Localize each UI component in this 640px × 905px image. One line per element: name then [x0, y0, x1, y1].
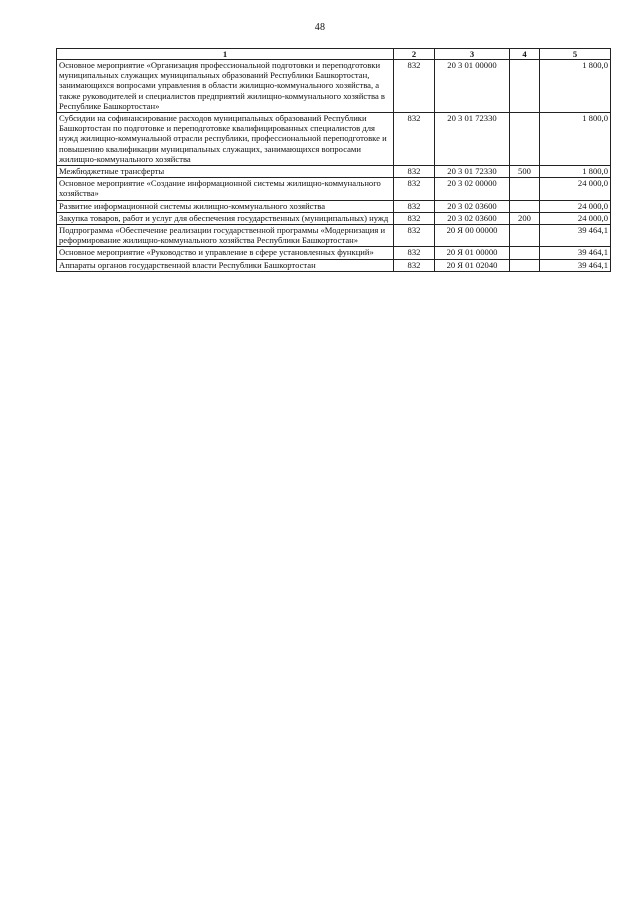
row-vr — [510, 60, 540, 113]
table-row — [57, 166, 611, 178]
column-header-1: 1 — [57, 49, 394, 60]
row-csr: 20 Я 01 00000 — [435, 247, 510, 259]
row-name: Основное мероприятие «Руководство и управление в сфере установленных функций» — [57, 247, 394, 259]
row-sum: 39 464,1 — [540, 225, 611, 247]
row-vr — [510, 178, 540, 200]
table-row — [57, 60, 611, 113]
table-row — [57, 113, 611, 166]
row-csr: 20 3 02 00000 — [435, 178, 510, 200]
row-name: Основное мероприятие «Организация профессиональной подготовки и переподготовки муниципальных служащих муниципальных образований Республики Башкортостан, занимающихся вопросами управления в области жилищно-коммунального хозяйства, а также руководителей и специалистов предприятий жилищно-коммунального хозяйства в Республике Башкортостан» — [57, 60, 394, 113]
row-vr — [510, 247, 540, 259]
row-vr — [510, 200, 540, 212]
row-vr: 200 — [510, 212, 540, 224]
table-row — [57, 178, 611, 200]
row-ved: 832 — [394, 166, 435, 178]
row-name: Межбюджетные трансферты — [57, 166, 394, 178]
row-sum: 24 000,0 — [540, 178, 611, 200]
row-sum: 24 000,0 — [540, 212, 611, 224]
table-row — [57, 200, 611, 212]
row-csr: 20 3 02 03600 — [435, 212, 510, 224]
column-header-2: 2 — [394, 49, 435, 60]
row-name: Развитие информационной системы жилищно-коммунального хозяйства — [57, 200, 394, 212]
row-sum: 1 800,0 — [540, 166, 611, 178]
row-ved: 832 — [394, 225, 435, 247]
row-csr: 20 3 02 03600 — [435, 200, 510, 212]
row-csr: 20 Я 00 00000 — [435, 225, 510, 247]
row-vr — [510, 113, 540, 166]
row-sum: 39 464,1 — [540, 259, 611, 271]
row-vr: 500 — [510, 166, 540, 178]
row-ved: 832 — [394, 200, 435, 212]
table-row — [57, 247, 611, 259]
row-sum: 1 800,0 — [540, 113, 611, 166]
row-vr — [510, 259, 540, 271]
row-name: Субсидии на софинансирование расходов муниципальных образований Республики Башкортостан по подготовке и переподготовке квалифицированных специалистов для нужд жилищно-коммунальной отрасли республики, профессиональной переподготовке и повышению квалификации муниципальных служащих, занимающихся вопросами жилищно-коммунального хозяйства — [57, 113, 394, 166]
budget-table — [56, 48, 611, 272]
row-ved: 832 — [394, 60, 435, 113]
row-sum: 39 464,1 — [540, 247, 611, 259]
row-csr: 20 3 01 00000 — [435, 60, 510, 113]
row-ved: 832 — [394, 212, 435, 224]
row-name: Закупка товаров, работ и услуг для обеспечения государственных (муниципальных) нужд — [57, 212, 394, 224]
row-ved: 832 — [394, 113, 435, 166]
row-name: Подпрограмма «Обеспечение реализации государственной программы «Модернизация и реформирование жилищно-коммунального хозяйства Республики Башкортостан» — [57, 225, 394, 247]
table-row — [57, 259, 611, 271]
column-header-3: 3 — [435, 49, 510, 60]
row-csr: 20 Я 01 02040 — [435, 259, 510, 271]
row-ved: 832 — [394, 259, 435, 271]
row-ved: 832 — [394, 247, 435, 259]
page-number: 48 — [314, 22, 326, 33]
table-header-row — [57, 49, 611, 60]
row-ved: 832 — [394, 178, 435, 200]
table-row — [57, 225, 611, 247]
column-header-5: 5 — [540, 49, 611, 60]
row-csr: 20 3 01 72330 — [435, 166, 510, 178]
row-csr: 20 3 01 72330 — [435, 113, 510, 166]
row-sum: 1 800,0 — [540, 60, 611, 113]
column-header-4: 4 — [510, 49, 540, 60]
row-name: Основное мероприятие «Создание информационной системы жилищно-коммунального хозяйства» — [57, 178, 394, 200]
table-row — [57, 212, 611, 224]
row-sum: 24 000,0 — [540, 200, 611, 212]
row-vr — [510, 225, 540, 247]
row-name: Аппараты органов государственной власти Республики Башкортостан — [57, 259, 394, 271]
